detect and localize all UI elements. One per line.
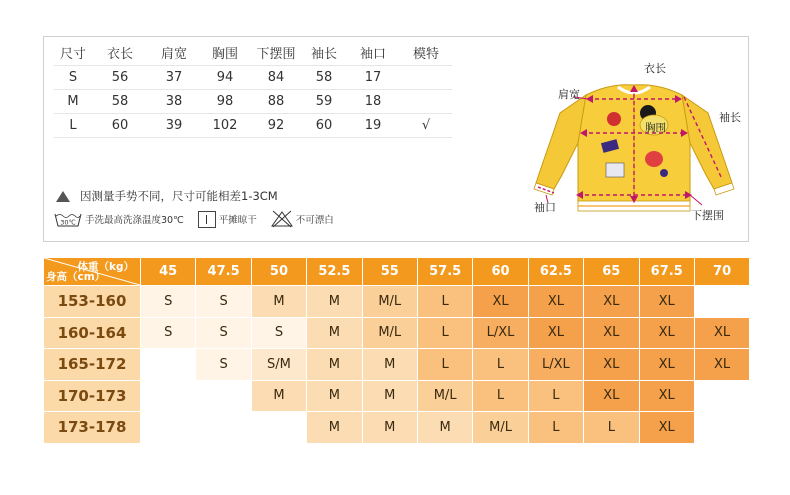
size-recommendation-cell: S [196, 286, 251, 318]
size-recommendation-cell: L/XL [528, 349, 583, 381]
size-table-cell: 56 [92, 65, 148, 89]
size-table-header-cell: 袖长 [302, 41, 346, 65]
weight-header-cell: 67.5 [639, 258, 694, 286]
size-recommendation-cell: XL [528, 317, 583, 349]
weight-header-cell: 45 [141, 258, 196, 286]
size-recommendation-cell: M [362, 349, 417, 381]
weight-header-cell: 55 [362, 258, 417, 286]
weight-header-cell: 50 [251, 258, 306, 286]
care-item-dry [198, 211, 257, 228]
height-range-cell: 165-172 [44, 349, 141, 381]
size-recommendation-cell: XL [639, 380, 694, 412]
fit-chart-row [44, 380, 750, 412]
size-table-cell: 92 [250, 113, 302, 137]
size-recommendation-cell: S [141, 317, 196, 349]
fit-chart-corner [44, 258, 141, 286]
size-table-header-cell: 肩宽 [148, 41, 200, 65]
size-recommendation-cell [251, 412, 306, 444]
size-recommendation-cell: L [584, 412, 639, 444]
jacket-label-sleeve: 袖长 [719, 111, 741, 124]
size-recommendation-cell: XL [639, 317, 694, 349]
size-table-row [54, 89, 452, 113]
size-info-panel [43, 36, 749, 242]
size-table-cell: 102 [200, 113, 250, 137]
size-table-cell: 94 [200, 65, 250, 89]
size-recommendation-cell: S [196, 349, 251, 381]
size-table-row [54, 65, 452, 89]
wash-temperature-symbol: 30℃ [60, 218, 76, 226]
size-table-row [54, 113, 452, 137]
size-recommendation-cell: M/L [473, 412, 528, 444]
size-recommendation-cell: M [362, 380, 417, 412]
size-recommendation-cell: XL [584, 317, 639, 349]
weight-header-cell: 70 [694, 258, 749, 286]
height-range-cell: 153-160 [44, 286, 141, 318]
weight-header-cell: 47.5 [196, 258, 251, 286]
size-table-header-cell: 尺寸 [54, 41, 92, 65]
size-recommendation-cell: M [307, 412, 362, 444]
corner-height-label: 身高（cm） [46, 271, 106, 283]
size-recommendation-cell: XL [473, 286, 528, 318]
size-recommendation-cell: M/L [362, 286, 417, 318]
wash-label: 手洗最高洗涤温度30℃ [85, 215, 184, 226]
no-bleach-icon [271, 210, 293, 228]
size-recommendation-cell: M [362, 412, 417, 444]
size-recommendation-cell: L [417, 317, 472, 349]
height-range-cell: 173-178 [44, 412, 141, 444]
size-recommendation-cell: M [251, 286, 306, 318]
size-recommendation-cell: XL [639, 286, 694, 318]
size-recommendation-cell: L [473, 349, 528, 381]
fit-chart-row [44, 412, 750, 444]
size-table-header-cell: 下摆围 [250, 41, 302, 65]
size-recommendation-cell: XL [584, 349, 639, 381]
size-recommendation-cell: M/L [417, 380, 472, 412]
size-recommendation-cell: L [417, 286, 472, 318]
size-table-cell [400, 65, 452, 89]
size-recommendation-cell [196, 412, 251, 444]
size-table-cell: L [54, 113, 92, 137]
size-recommendation-cell: S [251, 317, 306, 349]
size-recommendation-cell: S/M [251, 349, 306, 381]
size-table-header-row [54, 41, 452, 65]
size-table-header-cell: 模特 [400, 41, 452, 65]
weight-header-cell: 57.5 [417, 258, 472, 286]
size-table-cell: 98 [200, 89, 250, 113]
size-recommendation-cell [196, 380, 251, 412]
jacket-label-length: 衣长 [644, 62, 666, 75]
size-table-cell: 37 [148, 65, 200, 89]
size-recommendation-cell [694, 412, 749, 444]
dry-label: 平摊晾干 [218, 215, 257, 226]
size-recommendation-cell: M [307, 380, 362, 412]
size-recommendation-cell: M/L [362, 317, 417, 349]
size-recommendation-cell: M [307, 317, 362, 349]
size-recommendation-cell [694, 380, 749, 412]
jacket-label-shoulder: 肩宽 [558, 88, 580, 101]
jacket-label-hem: 下摆围 [691, 209, 724, 222]
size-recommendation-cell: L/XL [473, 317, 528, 349]
size-recommendation-cell: XL [694, 317, 749, 349]
size-table-cell: 60 [92, 113, 148, 137]
size-recommendation-cell: M [307, 349, 362, 381]
size-measurement-table [54, 41, 452, 138]
size-table-cell [400, 89, 452, 113]
hand-wash-icon [54, 211, 82, 228]
fit-chart-header-row [44, 258, 750, 286]
size-recommendation-cell [141, 412, 196, 444]
size-recommendation-cell: M [307, 286, 362, 318]
size-recommendation-cell [141, 380, 196, 412]
size-recommendation-cell: S [196, 317, 251, 349]
size-table-cell: 18 [346, 89, 400, 113]
size-table-cell: 59 [302, 89, 346, 113]
size-table-cell: 39 [148, 113, 200, 137]
fit-chart-row [44, 317, 750, 349]
size-recommendation-cell: XL [584, 286, 639, 318]
size-table-cell: S [54, 65, 92, 89]
size-recommendation-cell: XL [694, 349, 749, 381]
size-recommendation-cell: L [417, 349, 472, 381]
weight-header-cell: 65 [584, 258, 639, 286]
size-table-cell: M [54, 89, 92, 113]
size-recommendation-cell [694, 286, 749, 318]
weight-header-cell: 60 [473, 258, 528, 286]
size-recommendation-cell: M [417, 412, 472, 444]
jacket-measurement-diagram [514, 43, 744, 239]
size-table-cell: 58 [92, 89, 148, 113]
size-table-cell: 88 [250, 89, 302, 113]
size-recommendation-cell: L [528, 412, 583, 444]
size-table-cell: 84 [250, 65, 302, 89]
size-table-cell: 38 [148, 89, 200, 113]
size-recommendation-cell: L [528, 380, 583, 412]
fit-chart-row [44, 349, 750, 381]
size-recommendation-cell: XL [639, 412, 694, 444]
care-item-bleach [271, 210, 334, 228]
measurement-note-text: 因测量手势不同，尺寸可能相差1-3CM [80, 189, 278, 203]
care-instructions [54, 209, 348, 229]
size-table-header-cell: 胸围 [200, 41, 250, 65]
size-table-cell: 17 [346, 65, 400, 89]
fit-chart-row [44, 286, 750, 318]
size-recommendation-cell [141, 349, 196, 381]
size-table-cell: √ [400, 113, 452, 137]
size-recommendation-cell: M [251, 380, 306, 412]
size-recommendation-cell: L [473, 380, 528, 412]
size-table-header-cell: 衣长 [92, 41, 148, 65]
size-recommendation-chart [43, 257, 750, 444]
size-table-cell: 60 [302, 113, 346, 137]
weight-header-cell: 62.5 [528, 258, 583, 286]
size-recommendation-cell: S [141, 286, 196, 318]
size-table-cell: 19 [346, 113, 400, 137]
jacket-label-cuff: 袖口 [534, 201, 556, 214]
measurement-note [56, 188, 278, 204]
size-recommendation-cell: XL [584, 380, 639, 412]
bleach-label: 不可漂白 [295, 215, 334, 226]
height-range-cell: 170-173 [44, 380, 141, 412]
dry-flat-icon [198, 211, 216, 228]
size-recommendation-cell: XL [528, 286, 583, 318]
warning-triangle-icon [56, 191, 70, 202]
jacket-label-chest: 胸围 [645, 122, 666, 134]
height-range-cell: 160-164 [44, 317, 141, 349]
weight-header-cell: 52.5 [307, 258, 362, 286]
corner-weight-label: 体重（kg） [77, 261, 134, 273]
size-recommendation-cell: XL [639, 349, 694, 381]
size-table-cell: 58 [302, 65, 346, 89]
size-table-header-cell: 袖口 [346, 41, 400, 65]
care-item-wash [54, 211, 184, 228]
